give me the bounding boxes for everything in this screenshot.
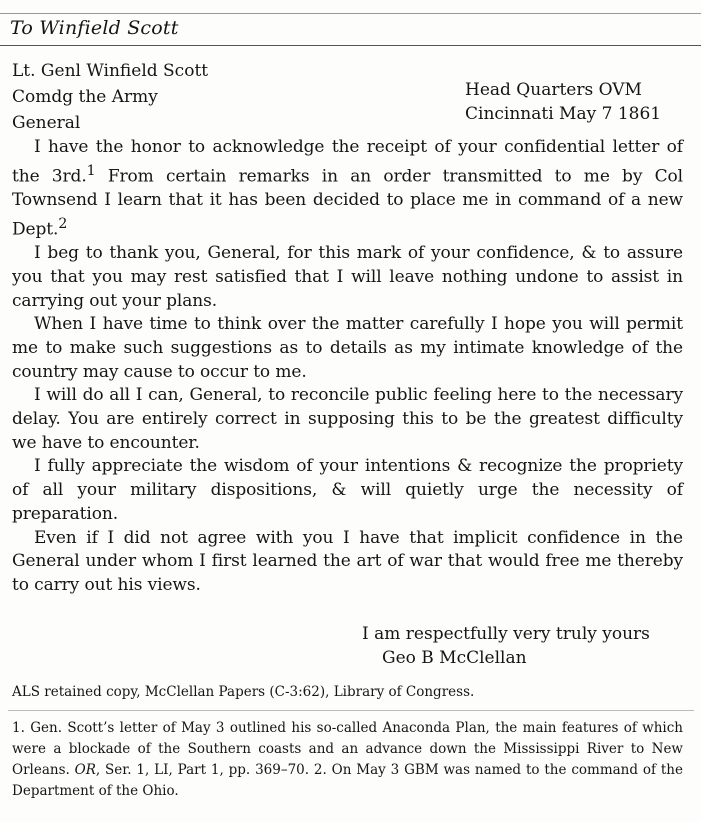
addressee-title: Comdg the Army	[12, 87, 158, 107]
body-paragraph-1	[12, 136, 683, 242]
footnote-ref-1: 1	[86, 162, 96, 179]
addressee-name: Lt. Genl Winfield Scott	[12, 61, 209, 81]
dateline-location: Head Quarters OVM	[465, 80, 642, 100]
heading-rule	[0, 45, 701, 46]
valediction: I am respectfully very truly yours	[362, 624, 650, 644]
source-note: ALS retained copy, McClellan Papers (C-3:62), Library of Congress.	[12, 684, 475, 700]
body-paragraph-2: I beg to thank you, General, for this mark of your confidence, & to assure you that you may rest satisfied that I will leave nothing undone to assist in carrying out your plans.	[12, 243, 683, 311]
top-rule	[0, 13, 701, 14]
closing-block	[362, 622, 650, 670]
footnote	[12, 718, 683, 802]
footnote-ref-2: 2	[58, 215, 68, 232]
footnote-text-1: 1. Gen. Scott’s letter of May 3 outlined his so-called Anaconda Plan, the main features of which were a blockade of the Southern coasts and an advance down the Mississippi River to New Orleans.	[12, 720, 683, 778]
body-paragraph-5: I fully appreciate the wisdom of your intentions & recognize the propriety of all your military dispositions, & will quietly urge the necessity of preparation.	[12, 456, 683, 524]
body-paragraph-1-text-b: From certain remarks in an order transmitted to me by Col Townsend I learn that it has been decided to place me in command of a new Dept.	[12, 166, 683, 240]
letter-heading: To Winfield Scott	[10, 17, 179, 39]
body-paragraph-3: When I have time to think over the matter carefully I hope you will permit me to make such suggestions as to details as my intimate knowledge of the country may cause to occur to me.	[12, 314, 683, 382]
salutation: General	[12, 113, 81, 133]
letter-body	[12, 136, 683, 598]
body-paragraph-1-text-a: I have the honor to acknowledge the receipt of your confidential letter of the 3rd.	[12, 137, 683, 187]
footnote-rule	[8, 710, 694, 711]
body-paragraph-4: I will do all I can, General, to reconcile public feeling here to the necessary delay. You are entirely correct in supposing this to be the greatest difficulty we have to encounter.	[12, 385, 683, 453]
signature: Geo B McClellan	[382, 648, 527, 668]
dateline-date: Cincinnati May 7 1861	[465, 104, 662, 124]
dateline-block	[465, 78, 661, 126]
body-paragraph-6: Even if I did not agree with you I have that implicit confidence in the General under whom I first learned the art of war that would free me thereby to carry out his views.	[12, 527, 683, 595]
footnote-text-2: , Ser. 1, LI, Part 1, pp. 369–70. 2. On May 3 GBM was named to the command of the Department of the Ohio.	[12, 762, 683, 799]
footnote-or-abbrev: OR	[74, 762, 96, 778]
addressee-block	[12, 58, 208, 136]
